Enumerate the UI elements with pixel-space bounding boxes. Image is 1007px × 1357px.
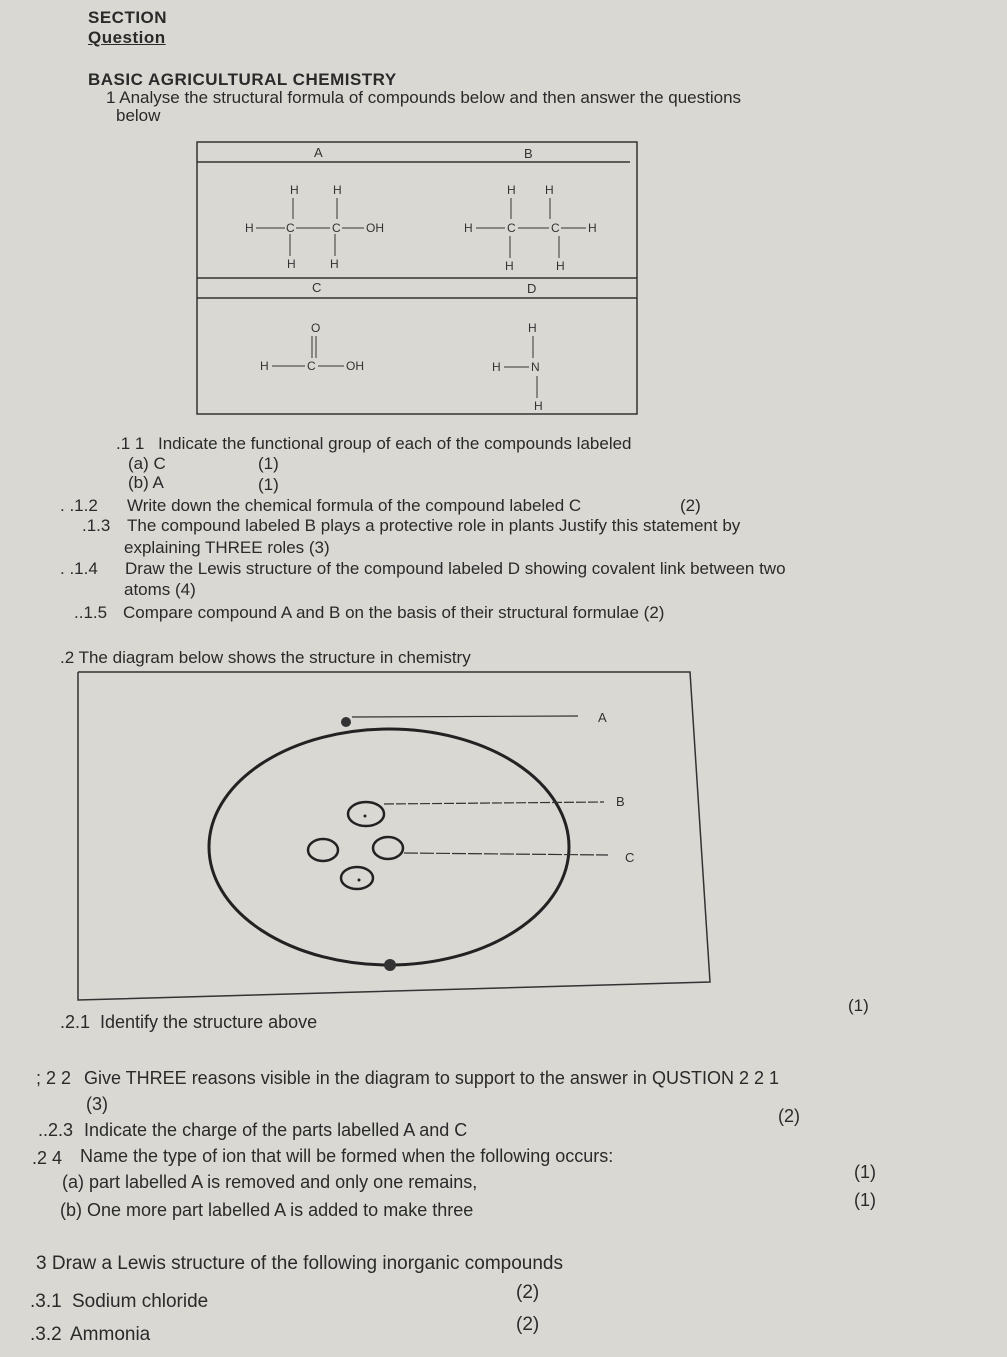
electron-bottom xyxy=(384,959,396,971)
q1-1-number: .1 1 xyxy=(116,434,145,453)
svg-text:C: C xyxy=(286,221,295,235)
q1-intro-line1: 1 Analyse the structural formula of compounds below and then answer the questions xyxy=(106,88,742,107)
svg-text:H: H xyxy=(534,399,543,413)
svg-text:H: H xyxy=(330,257,339,271)
svg-text:H: H xyxy=(290,183,299,197)
q3-1-marks: (2) xyxy=(516,1282,540,1303)
svg-text:H: H xyxy=(545,183,554,197)
q2-intro: .2 The diagram below shows the structure in chemistry xyxy=(60,648,471,667)
q3-2-number: .3.2 xyxy=(30,1324,62,1345)
q1-3-text: The compound labeled B plays a protective role in plants Justify this statement by xyxy=(127,516,741,535)
q3-1-text: Sodium chloride xyxy=(72,1291,209,1312)
svg-text:H: H xyxy=(507,183,516,197)
q1-1a-marks: (1) xyxy=(258,454,279,473)
diagram-label-c: C xyxy=(625,850,635,865)
q1-4-number: . .1.4 xyxy=(60,559,98,578)
q1-3-text-cont: explaining THREE roles (3) xyxy=(124,538,330,557)
q3-1-number: .3.1 xyxy=(30,1291,62,1312)
svg-text:H: H xyxy=(260,359,269,373)
compound-label-a: A xyxy=(314,145,323,160)
q1-3-number: .1.3 xyxy=(82,516,111,535)
subject-heading: BASIC AGRICULTURAL CHEMISTRY xyxy=(88,70,397,89)
q3-2-text: Ammonia xyxy=(70,1324,151,1345)
svg-text:H: H xyxy=(505,259,514,273)
q3-2-marks: (2) xyxy=(516,1314,540,1335)
q1-2-number: . .1.2 xyxy=(60,496,98,515)
svg-text:H: H xyxy=(245,221,254,235)
q1-4-text-cont: atoms (4) xyxy=(124,580,196,599)
q1-1b-text: (b) A xyxy=(128,473,164,492)
svg-text:C: C xyxy=(507,221,516,235)
diagram-label-a: A xyxy=(598,710,607,725)
q1-5-number: ..1.5 xyxy=(74,603,108,622)
q1-1a-text: (a) C xyxy=(128,454,166,473)
q1-1b-marks: (1) xyxy=(258,475,279,494)
diagram-label-b: B xyxy=(616,794,625,809)
svg-text:C: C xyxy=(551,221,560,235)
q2-1-marks: (1) xyxy=(848,996,869,1015)
q1-4-text: Draw the Lewis structure of the compound labeled D showing covalent link between two xyxy=(125,559,786,578)
svg-text:H: H xyxy=(464,221,473,235)
q2-3-marks: (2) xyxy=(778,1106,800,1126)
q2-2-number: ; 2 2 xyxy=(36,1068,72,1088)
svg-text:H: H xyxy=(333,183,342,197)
svg-text:H: H xyxy=(528,321,537,335)
q2-2-text: Give THREE reasons visible in the diagram to support to the answer in QUSTION 2 2 1 xyxy=(84,1068,779,1088)
q2-4a-text: (a) part labelled A is removed and only one remains, xyxy=(62,1172,478,1192)
svg-text:H: H xyxy=(492,360,501,374)
svg-text:N: N xyxy=(531,360,540,374)
compound-label-d: D xyxy=(527,281,537,296)
q1-5-text: Compare compound A and B on the basis of their structural formulae (2) xyxy=(123,603,665,622)
svg-text:OH: OH xyxy=(346,359,364,373)
question-heading: Question xyxy=(88,28,166,47)
compound-label-b: B xyxy=(524,146,533,161)
q2-4b-text: (b) One more part labelled A is added to make three xyxy=(60,1200,474,1220)
q2-4-number: .2 4 xyxy=(32,1148,63,1168)
electron-top xyxy=(341,717,351,727)
q2-1-text: Identify the structure above xyxy=(100,1012,318,1032)
q2-4-text: Name the type of ion that will be formed when the following occurs: xyxy=(80,1146,614,1166)
svg-text:C: C xyxy=(307,359,316,373)
svg-text:OH: OH xyxy=(366,221,384,235)
q2-4a-marks: (1) xyxy=(854,1162,876,1182)
svg-text:H: H xyxy=(588,221,597,235)
compound-label-c: C xyxy=(312,280,322,295)
section-heading: SECTION xyxy=(88,8,168,27)
svg-text:H: H xyxy=(556,259,565,273)
q2-2-marks: (3) xyxy=(86,1094,108,1114)
q2-4b-marks: (1) xyxy=(854,1190,876,1210)
q1-1-text: Indicate the functional group of each of the compounds labeled xyxy=(158,434,632,453)
q2-1-number: .2.1 xyxy=(60,1012,91,1032)
svg-text:H: H xyxy=(287,257,296,271)
svg-text:C: C xyxy=(332,221,341,235)
q1-2-text: Write down the chemical formula of the compound labeled C xyxy=(127,496,582,515)
q2-3-number: ..2.3 xyxy=(38,1120,74,1140)
svg-text:O: O xyxy=(311,321,321,335)
q1-intro-line2: below xyxy=(116,106,161,125)
q2-3-text: Indicate the charge of the parts labelled A and C xyxy=(84,1120,468,1140)
q3-intro: 3 Draw a Lewis structure of the following inorganic compounds xyxy=(36,1253,563,1274)
q1-2-marks: (2) xyxy=(680,496,701,515)
